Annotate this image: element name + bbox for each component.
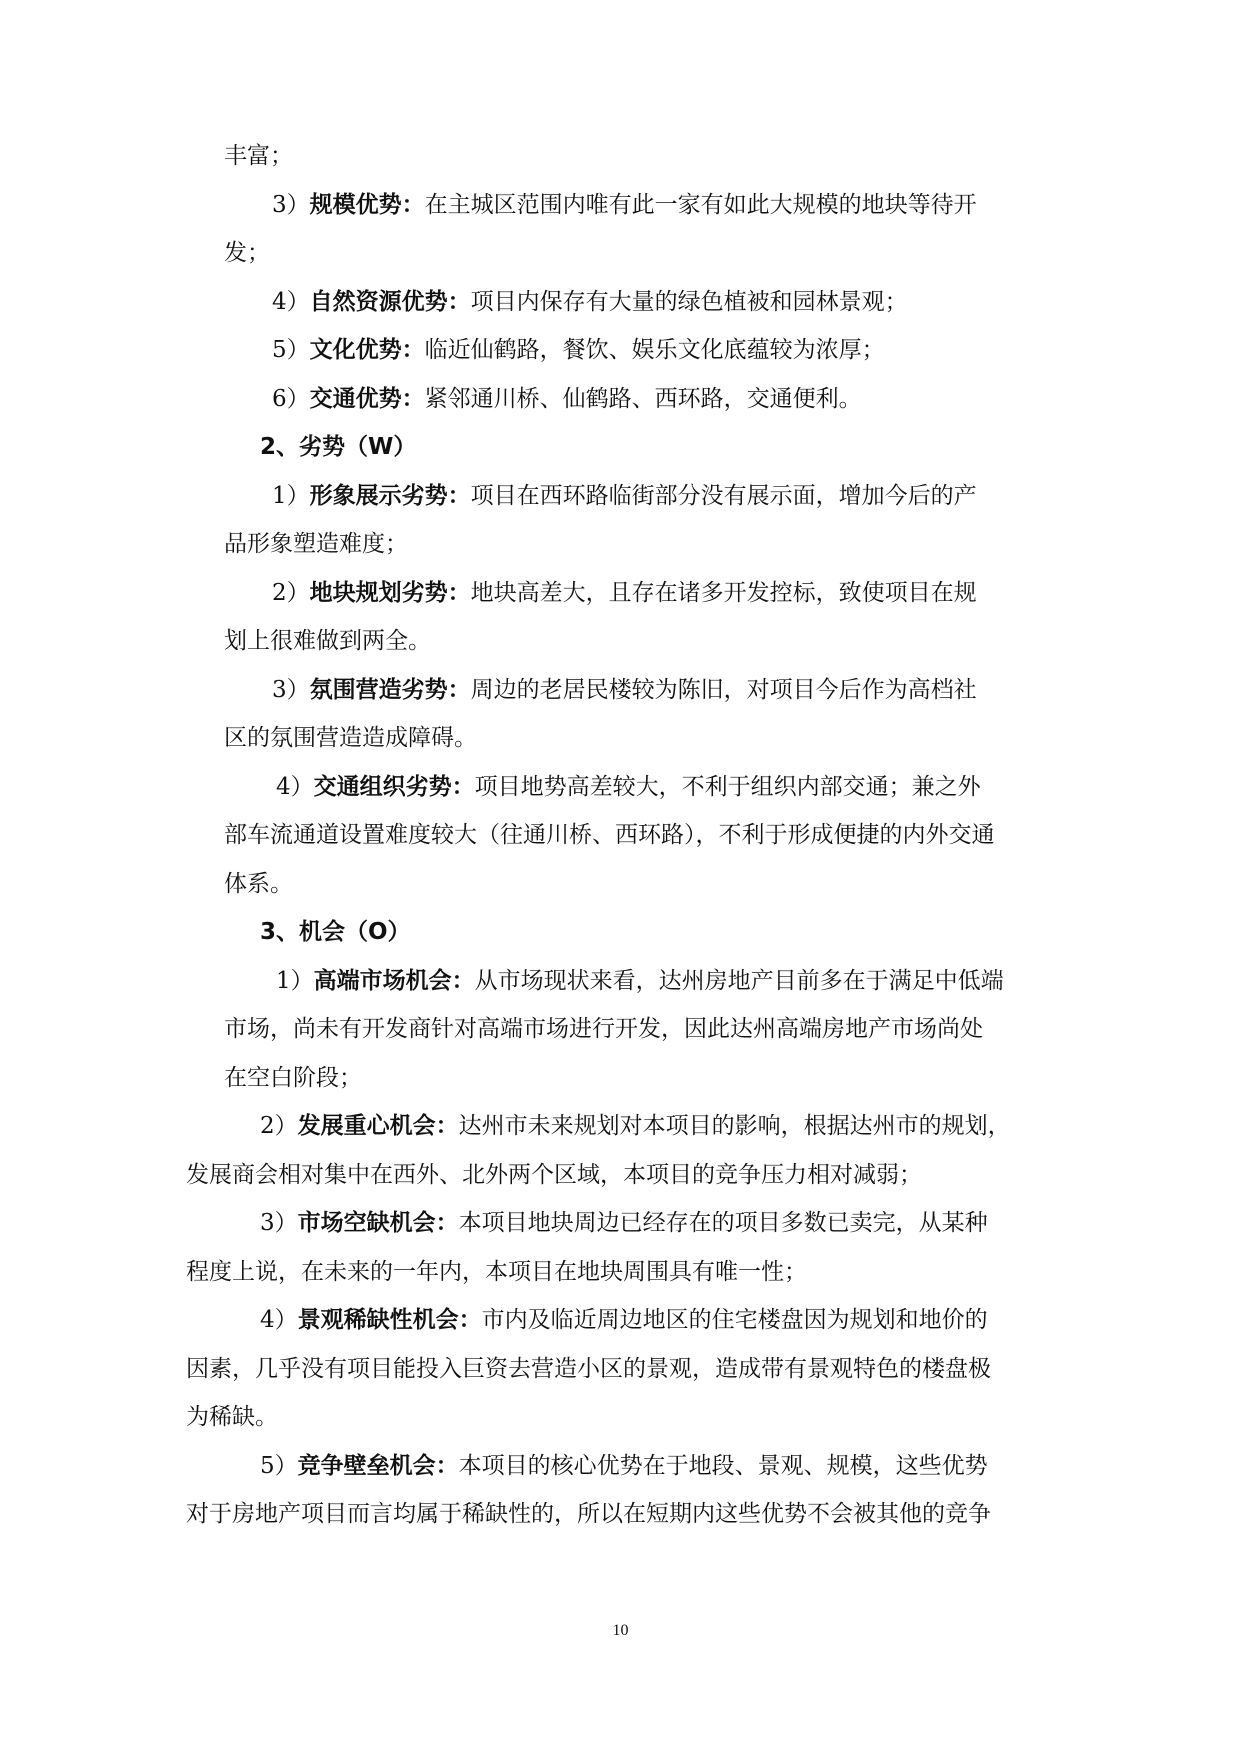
item-title: 高端市场机会： <box>313 968 475 994</box>
item-title: 发展重心机会： <box>297 1113 459 1139</box>
item-title: 交通组织劣势： <box>313 774 475 800</box>
text-line: 在空白阶段； <box>224 1065 362 1091</box>
item-number: 6） <box>272 386 310 412</box>
item-number: 1） <box>272 483 310 509</box>
item-text: 紧邻通川桥、仙鹤路、西环路，交通便利。 <box>424 386 862 412</box>
page-number: 10 <box>612 1622 629 1639</box>
item-title: 自然资源优势： <box>309 289 471 315</box>
section-heading-weaknesses: 2、劣势（W） <box>260 434 417 460</box>
item-title: 文化优势： <box>309 337 425 363</box>
item-text: 从市场现状来看，达州房地产目前多在于满足中低端 <box>474 968 1004 994</box>
text-line: 部车流通道设置难度较大（往通川桥、西环路），不利于形成便捷的内外交通 <box>224 822 995 848</box>
item-number: 4） <box>260 1307 298 1333</box>
item-number: 1） <box>276 968 314 994</box>
text-line: 丰富； <box>224 143 293 169</box>
item-number: 5） <box>272 337 310 363</box>
item-title: 形象展示劣势： <box>309 483 471 509</box>
item-title: 景观稀缺性机会： <box>297 1307 482 1333</box>
list-item <box>260 1450 988 1482</box>
item-number: 3） <box>272 677 310 703</box>
item-number: 5） <box>260 1453 298 1479</box>
text-line: 因素，几乎没有项目能投入巨资去营造小区的景观，造成带有景观特色的楼盘极 <box>186 1356 991 1382</box>
item-number: 3） <box>260 1210 298 1236</box>
text-line: 程度上说，在未来的一年内，本项目在地块周围具有唯一性； <box>186 1259 807 1285</box>
item-number: 2） <box>272 580 310 606</box>
item-text: 临近仙鹤路，餐饮、娱乐文化底蕴较为浓厚； <box>424 337 885 363</box>
list-item <box>260 1110 1011 1142</box>
item-title: 规模优势： <box>309 192 425 218</box>
list-item <box>272 383 862 415</box>
item-text: 周边的老居民楼较为陈旧，对项目今后作为高档社 <box>470 677 977 703</box>
list-item <box>260 1207 988 1239</box>
text-line: 为稀缺。 <box>186 1404 278 1430</box>
list-item <box>260 1304 988 1336</box>
item-number: 2） <box>260 1113 298 1139</box>
text-line: 市场，尚未有开发商针对高端市场进行开发，因此达州高端房地产市场尚处 <box>224 1016 983 1042</box>
item-text: 项目地势高差较大，不利于组织内部交通；兼之外 <box>474 774 981 800</box>
list-item <box>272 674 977 706</box>
item-number: 3） <box>272 192 310 218</box>
item-title: 交通优势： <box>309 386 425 412</box>
item-title: 竞争壁垒机会： <box>297 1453 459 1479</box>
text-line: 体系。 <box>224 871 293 897</box>
list-item <box>272 334 885 366</box>
item-text: 在主城区范围内唯有此一家有如此大规模的地块等待开 <box>424 192 977 218</box>
list-item <box>272 189 977 221</box>
item-text: 市内及临近周边地区的住宅楼盘因为规划和地价的 <box>481 1307 988 1333</box>
section-heading-opportunities: 3、机会（O） <box>260 919 411 945</box>
item-text: 本项目地块周边已经存在的项目多数已卖完，从某种 <box>458 1210 988 1236</box>
list-item <box>272 286 908 318</box>
text-line: 划上很难做到两全。 <box>224 628 431 654</box>
list-item <box>276 965 1004 997</box>
list-item <box>276 771 981 803</box>
item-title: 氛围营造劣势： <box>309 677 471 703</box>
text-line: 品形象塑造难度； <box>224 531 408 557</box>
item-title: 市场空缺机会： <box>297 1210 459 1236</box>
list-item <box>272 577 977 609</box>
item-text: 达州市未来规划对本项目的影响，根据达州市的规划， <box>458 1113 1011 1139</box>
item-title: 地块规划劣势： <box>309 580 471 606</box>
text-line: 对于房地产项目而言均属于稀缺性的，所以在短期内这些优势不会被其他的竞争 <box>186 1501 991 1527</box>
text-line: 发展商会相对集中在西外、北外两个区域，本项目的竞争压力相对减弱； <box>186 1162 922 1188</box>
text-line: 区的氛围营造造成障碍。 <box>224 725 477 751</box>
text-line: 发； <box>224 240 270 266</box>
item-number: 4） <box>272 289 310 315</box>
item-text: 本项目的核心优势在于地段、景观、规模，这些优势 <box>458 1453 988 1479</box>
list-item <box>272 480 977 512</box>
item-number: 4） <box>276 774 314 800</box>
item-text: 项目在西环路临街部分没有展示面，增加今后的产 <box>470 483 977 509</box>
item-text: 项目内保存有大量的绿色植被和园林景观； <box>470 289 908 315</box>
item-text: 地块高差大，且存在诸多开发控标，致使项目在规 <box>470 580 977 606</box>
